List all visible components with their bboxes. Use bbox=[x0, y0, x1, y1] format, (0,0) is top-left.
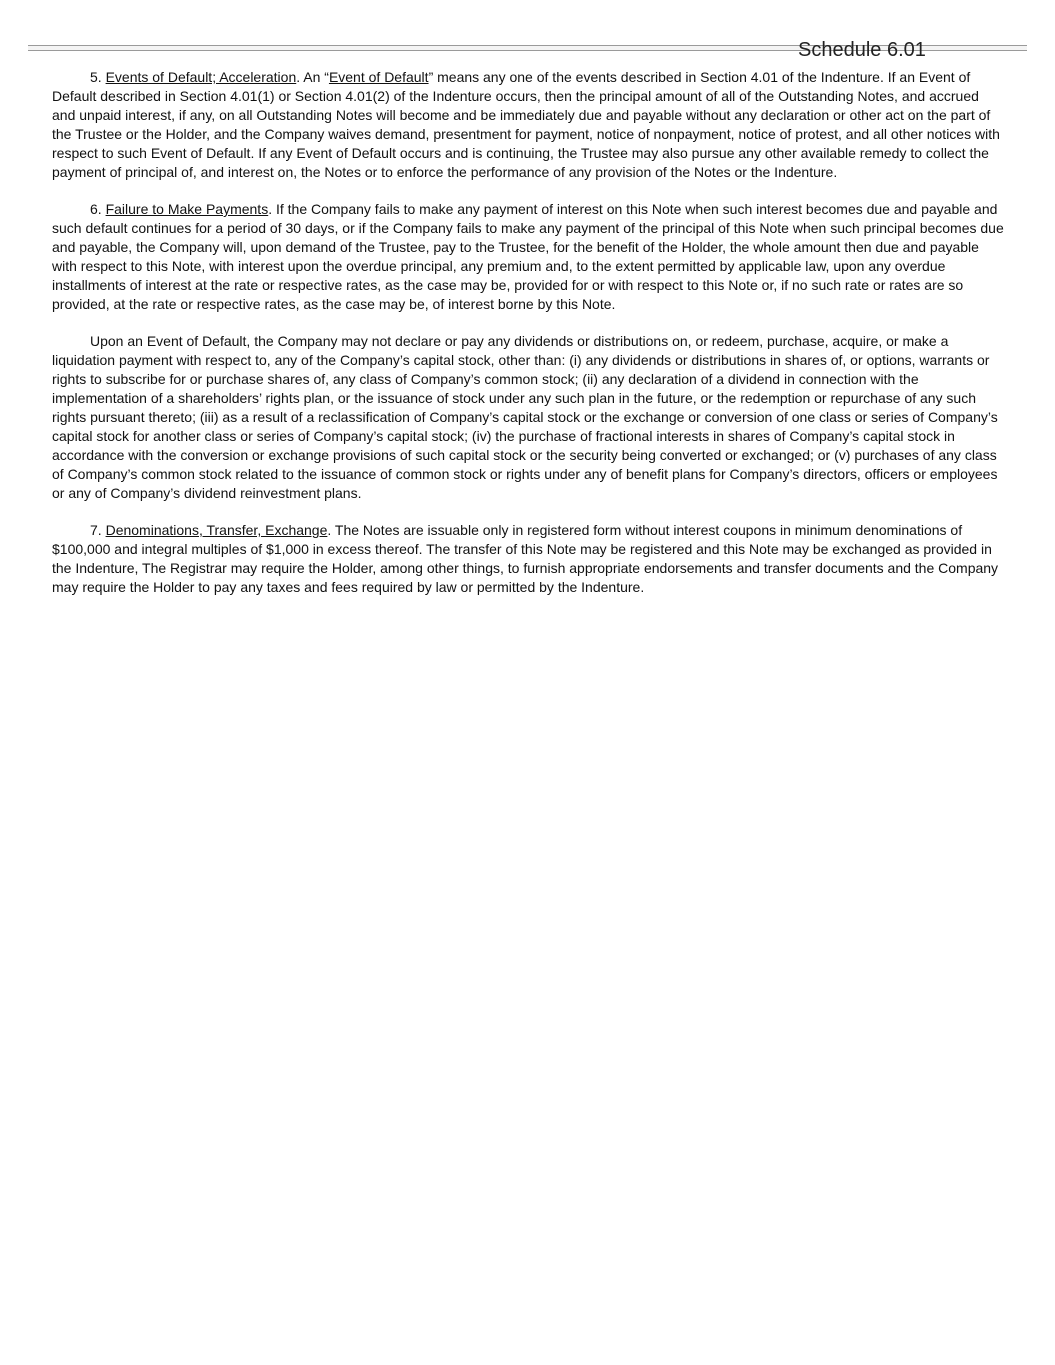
section-6-continuation-paragraph bbox=[52, 332, 1004, 503]
section-6-paragraph bbox=[52, 200, 1004, 314]
section-5-paragraph bbox=[52, 68, 1004, 182]
section-6-continuation-body: Upon an Event of Default, the Company may not declare or pay any dividends or distributions on, or redeem, purchase, acquire, or make a liquidation payment with respect to, any of the Company’s capital stock, other than: (i) any dividends or distributions in shares of, or options, warrants or rights to subscribe for or purchase shares of, any class of Company’s common stock; (ii) any declaration of a dividend in connection with the implementation of a shareholders’ rights plan, or the issuance of stock under any such plan in the future, or the redemption or repurchase of any such rights pursuant thereto; (iii) as a result of a reclassification of Company’s capital stock or the exchange or conversion of one class or series of Company’s capital stock for another class or series of Company’s capital stock; (iv) the purchase of fractional interests in shares of Company’s capital stock in accordance with the conversion or exchange provisions of such capital stock or the security being converted or exchanged; or (v) purchases of any class of Company’s common stock related to the issuance of common stock or rights under any of benefit plans for Company’s directors, officers or employees or any of Company’s dividend reinvestment plans. bbox=[52, 333, 998, 501]
schedule-label: Schedule 6.01 bbox=[798, 39, 926, 61]
section-7-paragraph bbox=[52, 521, 1004, 597]
section-6-number: 6. bbox=[90, 201, 106, 217]
section-7-body: . The Notes are issuable only in registered form without interest coupons in minimum denominations of $100,000 and integral multiples of $1,000 in excess thereof. The transfer of this Note may be registered and this Note may be exchanged as provided in the Indenture, The Registrar may require the Holder, among other things, to furnish appropriate endorsements and transfer documents and the Company may require the Holder to pay any taxes and fees required by law or permitted by the Indenture. bbox=[52, 522, 999, 595]
section-7-number: 7. bbox=[90, 522, 106, 538]
section-6-body: . If the Company fails to make any payment of interest on this Note when such interest becomes due and payable and such default continues for a period of 30 days, or if the Company fails to make any payment of the principal of this Note when such principal becomes due and payable, the Company will, upon demand of the Trustee, pay to the Trustee, for the benefit of the Holder, the whole amount then due and payable with respect to this Note, with interest upon the overdue principal, any premium and, to the extent permitted by applicable law, upon any overdue installments of interest at the rate or respective rates, as the case may be, provided for or with respect to this Note or, if no such rate or rates are so provided, at the rate or respective rates, as the case may be, of interest borne by this Note. bbox=[52, 201, 1004, 312]
section-5-body: ” means any one of the events described in Section 4.01 of the Indenture. If an Event of Default described in Section 4.01(1) or Section 4.01(2) of the Indenture occurs, then the principal amount of all of the Outstanding Notes, and accrued and unpaid interest, if any, on all Outstanding Notes will become and be immediately due and payable without any declaration or other act on the part of the Trustee or the Holder, and the Company waives demand, presentment for payment, notice of nonpayment, notice of protest, and all other notices with respect to such Event of Default. If any Event of Default occurs and is continuing, the Trustee may also pursue any other available remedy to collect the payment of principal of, and interest on, the Notes or to enforce the performance of any provision of the Notes or the Indenture. bbox=[52, 69, 1000, 180]
section-7-heading: Denominations, Transfer, Exchange bbox=[105, 522, 328, 538]
section-5-lead: . An “ bbox=[296, 69, 329, 85]
section-5-number: 5. bbox=[90, 69, 106, 85]
section-6-heading: Failure to Make Payments bbox=[105, 201, 269, 217]
section-5-defined-term: Event of Default bbox=[328, 69, 429, 85]
section-5-heading: Events of Default; Acceleration bbox=[105, 69, 297, 85]
document-body bbox=[52, 68, 1004, 615]
